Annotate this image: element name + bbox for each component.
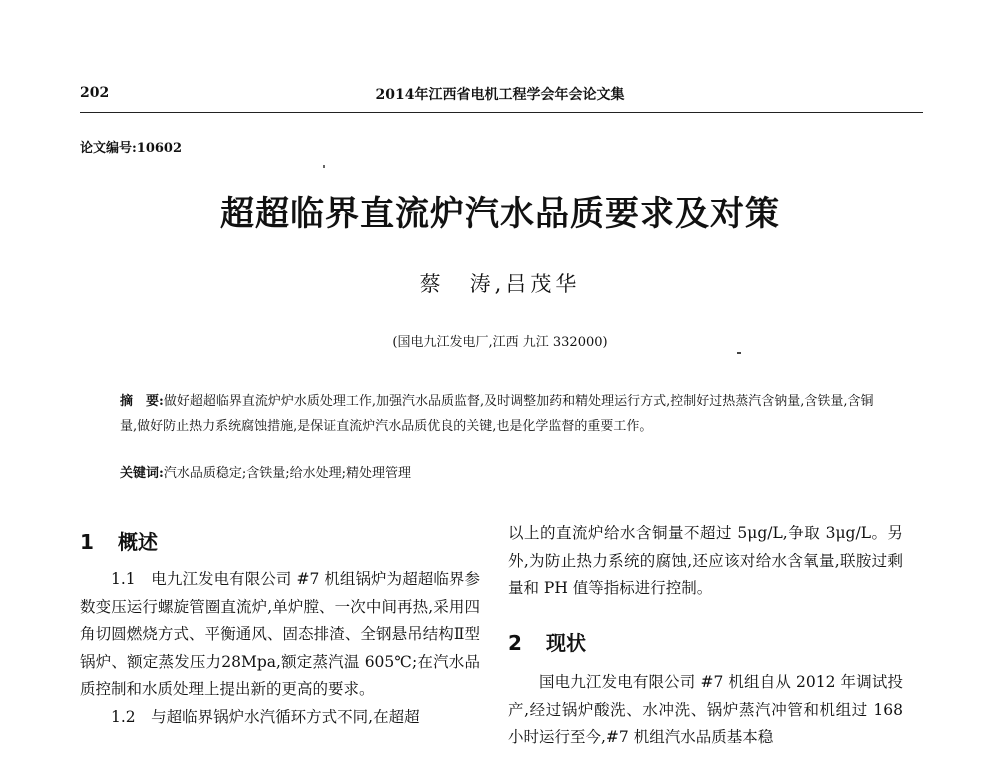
- keywords-label: 关键词:: [120, 466, 164, 481]
- scan-speck: [737, 352, 741, 354]
- paragraph: 1.2 与超临界锅炉水汽循环方式不同,在超超: [111, 707, 420, 726]
- section-title: 概述: [118, 530, 158, 554]
- right-column-section2: [508, 669, 903, 752]
- abstract-text: 做好超超临界直流炉炉水质处理工作,加强汽水品质监督,及时调整加药和精处理运行方式,控制好过热蒸汽含钠量,含铁量,含铜量,做好防止热力系统腐蚀措施,是保证直流炉汽水品质优良的关键,也是化学监督的重要工作。: [120, 394, 874, 434]
- section-number: 1: [80, 530, 94, 554]
- keywords: [120, 462, 882, 481]
- paper-number: 论文编号:10602: [80, 141, 183, 156]
- left-column: [80, 566, 480, 731]
- section-heading: [80, 526, 158, 555]
- keywords-text: 汽水品质稳定;含铁量;给水处理;精处理管理: [163, 466, 411, 481]
- affiliation: (国电九江发电厂,江西 九江 332000): [392, 335, 608, 350]
- section-title: 现状: [546, 631, 586, 655]
- paragraph: 国电九江发电有限公司 #7 机组自从 2012 年调试投产,经过锅炉酸洗、水冲洗、锅炉蒸汽冲管和机组过 168 小时运行至今,#7 机组汽水品质基本稳: [508, 673, 903, 746]
- page-number: 202: [80, 85, 110, 101]
- header-rule: [80, 112, 923, 113]
- section-heading: [508, 627, 586, 656]
- section-number: 2: [508, 631, 522, 655]
- paragraph: 1.1 电九江发电有限公司 #7 机组锅炉为超超临界参数变压运行螺旋管圈直流炉,单炉膛、一次中间再热,采用四角切圆燃烧方式、平衡通风、固态排渣、全钢悬吊结构Ⅱ型锅炉、额定蒸发压力28Mpa,额定蒸汽温 605℃;在汽水品质控制和水质处理上提出新的更高的要求。: [80, 570, 480, 698]
- paragraph: 以上的直流炉给水含铜量不超过 5μg/L,争取 3μg/L。另外,为防止热力系统的腐蚀,还应该对给水含氧量,联胺过剩量和 PH 值等指标进行控制。: [508, 524, 903, 597]
- abstract: [120, 389, 882, 439]
- abstract-label: 摘 要:: [120, 394, 164, 409]
- authors: 蔡 涛,吕茂华: [419, 272, 581, 296]
- running-header: 2014年江西省电机工程学会年会论文集: [375, 87, 625, 103]
- right-column-continuation: [508, 520, 903, 603]
- paper-title: 超超临界直流炉汽水品质要求及对策: [220, 194, 780, 234]
- scan-speck: [323, 165, 325, 168]
